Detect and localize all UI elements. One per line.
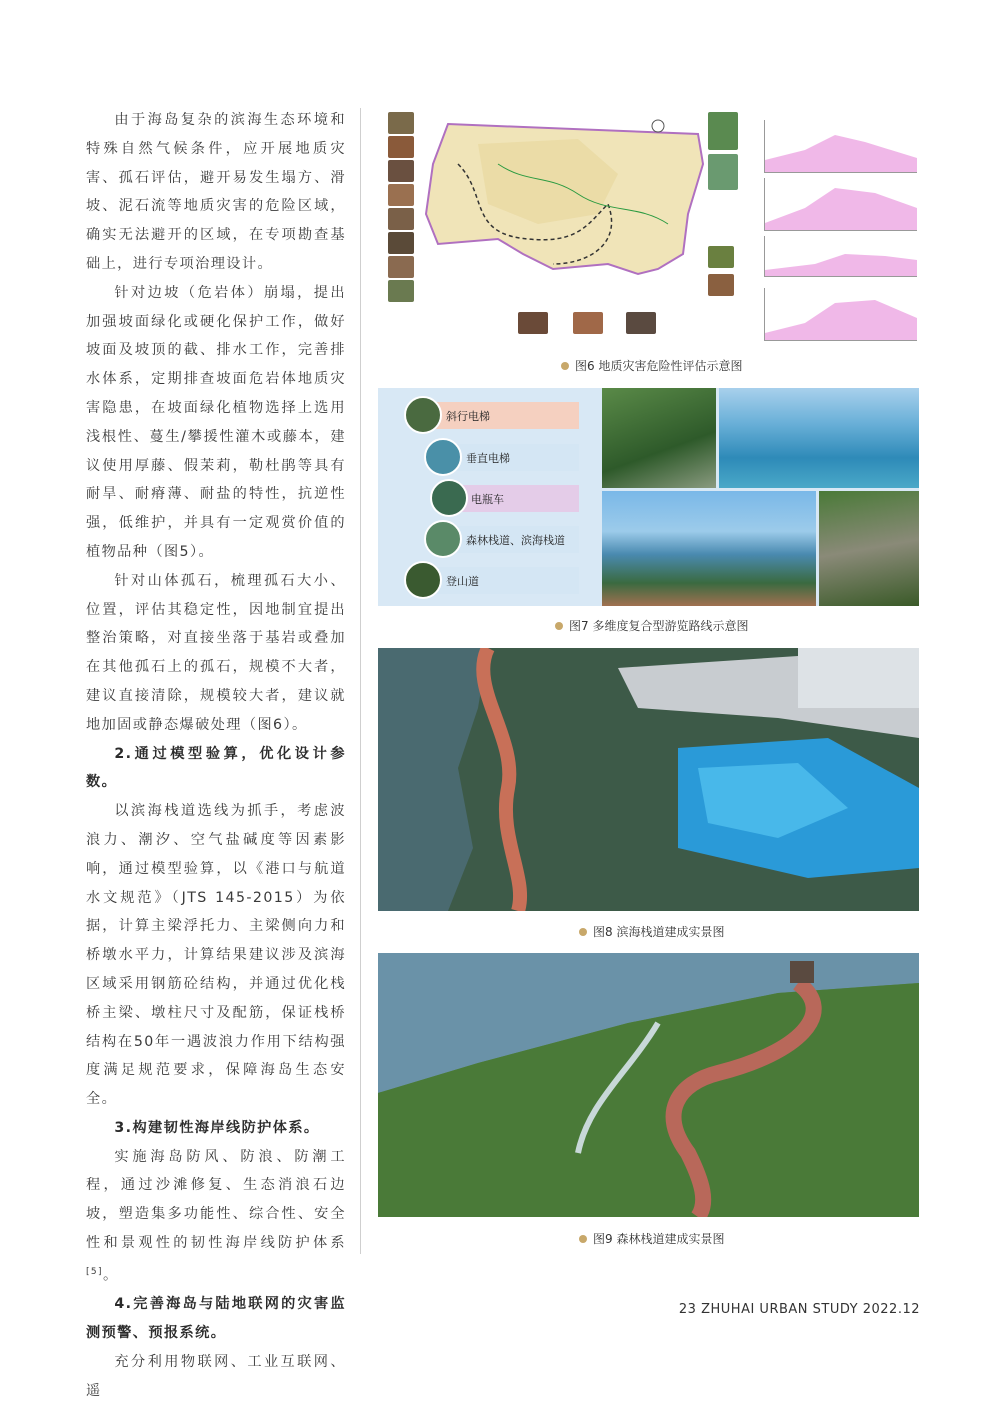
figure-7-caption	[555, 617, 748, 634]
paragraph-text: 实施海岛防风、防浪、防潮工程，通过沙滩修复、生态消浪石边坡，塑造集多功能性、综合性、安全性和景观性的韧性海岸线防护体系	[86, 1148, 346, 1252]
route-item	[448, 526, 579, 553]
paragraph: 以滨海栈道选线为抓手，考虑波浪力、潮汐、空气盐碱度等因素影响，通过模型验算，以《港口与航道水文规范》（JTS 145-2015）为依据，计算主梁浮托力、主梁侧向力和桥墩水平力，计算结果建议涉及滨海区域采用钢筋砼结构，并通过优化栈桥主梁、墩柱尺寸及配筋，保证栈桥结构在50年一遇波浪力作用下结构强度满足规范要求，保障海岛生态安全。	[86, 803, 346, 1108]
photo-thumbnail	[388, 112, 414, 134]
route-photo-icon	[404, 561, 442, 599]
photo-thumbnail	[573, 312, 603, 334]
photo-thumbnail	[388, 160, 414, 182]
paragraph: 由于海岛复杂的滨海生态环境和特殊自然气候条件，应开展地质灾害、孤石评估，避开易发生塌方、滑坡、泥石流等地质灾害的危险区域，确实无法避开的区域，在专项勘查基础上，进行专项治理设计。	[86, 112, 346, 272]
caption-text: 图8 滨海栈道建成实景图	[593, 925, 725, 939]
figure-8-photo-coastal-walkway	[378, 648, 919, 911]
photo-thumbnail	[388, 208, 414, 230]
page-number: 23	[678, 1302, 697, 1317]
caption-bullet	[579, 1235, 587, 1243]
photo-thumbnail	[518, 312, 548, 334]
photo-thumbnail	[708, 274, 734, 296]
figure-7-route-diagram	[378, 388, 919, 606]
route-item	[428, 402, 579, 429]
caption-text: 图9 森林栈道建成实景图	[593, 1232, 725, 1246]
caption-bullet	[561, 362, 569, 370]
photo-thumbnail	[388, 256, 414, 278]
photo-mountain-trail	[819, 491, 919, 606]
section-heading: 4.完善海岛与陆地联网的灾害监测预警、预报系统。	[86, 1296, 346, 1342]
photo-thumbnail	[708, 246, 734, 268]
route-photo-icon	[424, 520, 462, 558]
section-heading: 2.通过模型验算，优化设计参数。	[86, 745, 346, 791]
route-item	[448, 444, 579, 471]
page-footer	[679, 1302, 920, 1317]
route-label: 斜行电梯	[446, 409, 490, 423]
route-photo-icon	[424, 438, 462, 476]
figure-9-caption	[579, 1230, 724, 1247]
route-item	[428, 567, 579, 594]
issue-date: 2022.12	[862, 1302, 920, 1317]
route-photo-icon	[430, 479, 468, 517]
photo-thumbnail	[388, 280, 414, 302]
slope-profile-chart	[764, 178, 917, 231]
photo-thumbnail	[708, 112, 738, 150]
photo-thumbnail	[388, 232, 414, 254]
photo-inclined-elevator	[602, 388, 716, 488]
route-photo-icon	[404, 396, 442, 434]
caption-bullet	[579, 928, 587, 936]
photo-thumbnail	[388, 184, 414, 206]
photo-thumbnail	[388, 136, 414, 158]
citation-ref: [5]	[86, 1266, 103, 1277]
slope-profile-chart	[764, 288, 917, 341]
figure-6-geohazard-map	[378, 104, 919, 346]
photo-thumbnail	[708, 154, 738, 190]
paragraph-end: 。	[102, 1267, 119, 1284]
paragraph	[86, 1143, 346, 1291]
body-text-column	[86, 106, 346, 1406]
photo-thumbnail	[626, 312, 656, 334]
route-label: 垂直电梯	[466, 451, 510, 465]
paragraph: 针对边坡（危岩体）崩塌，提出加强坡面绿化或硬化保护工作，做好坡面及坡顶的截、排水工作，完善排水体系，定期排查坡面危岩体地质灾害隐患，在坡面绿化植物选择上选用浅根性、蔓生/攀援性灌木或藤本，建议使用厚藤、假茉莉，勒杜鹃等具有耐旱、耐瘠薄、耐盐的特性，抗逆性强，低维护，并具有一定观赏价值的植物品种（图5）。	[86, 284, 346, 560]
route-label: 登山道	[446, 574, 479, 588]
paragraph: 充分利用物联网、工业互联网、遥	[86, 1354, 346, 1399]
aerial-photo-illustration	[378, 953, 919, 1217]
section-heading: 3.构建韧性海岸线防护体系。	[114, 1119, 320, 1136]
caption-text: 图7 多维度复合型游览路线示意图	[569, 619, 749, 633]
figure-9-photo-forest-walkway	[378, 953, 919, 1217]
photo-vertical-elevator	[719, 388, 919, 488]
site-map-illustration	[378, 104, 758, 346]
route-label: 森林栈道、滨海栈道	[466, 533, 565, 547]
route-label: 电瓶车	[471, 492, 504, 506]
paragraph: 针对山体孤石，梳理孤石大小、位置，评估其稳定性，因地制宜提出整治策略，对直接坐落于基岩或叠加在其他孤石上的孤石，规模不大者，建议直接清除，规模较大者，建议就地加固或静态爆破处理（图6）。	[86, 572, 346, 733]
journal-name: ZHUHAI URBAN STUDY	[701, 1302, 859, 1317]
caption-bullet	[555, 622, 563, 630]
column-divider	[360, 108, 361, 1254]
slope-profile-chart	[764, 120, 917, 173]
figure-8-caption	[579, 923, 724, 940]
slope-profile-chart	[764, 236, 917, 277]
aerial-photo-illustration	[378, 648, 919, 911]
figure-6-caption	[561, 357, 742, 374]
photo-coastal-boardwalk	[602, 491, 816, 606]
route-item	[453, 485, 579, 512]
caption-text: 图6 地质灾害危险性评估示意图	[575, 359, 743, 373]
